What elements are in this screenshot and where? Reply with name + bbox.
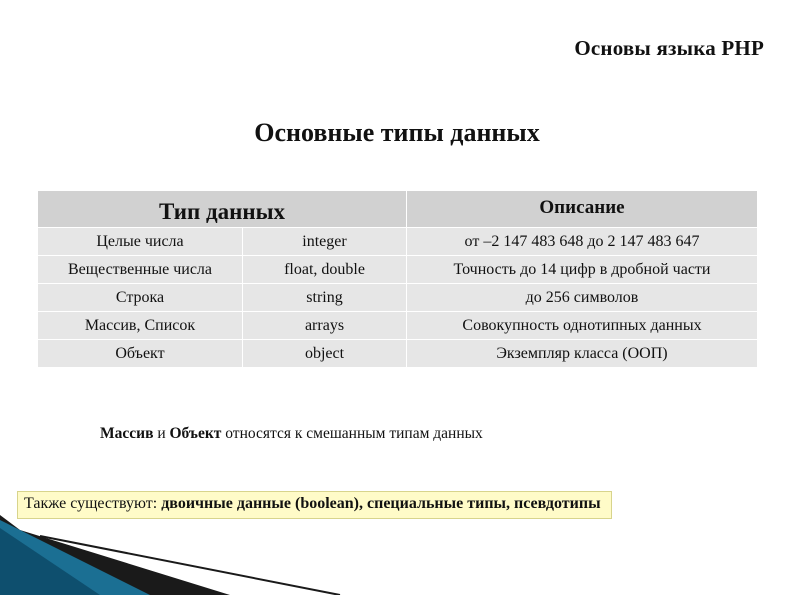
cell-type-name: Массив, Список (38, 312, 243, 340)
cell-description: от –2 147 483 648 до 2 147 483 647 (407, 228, 758, 256)
cell-type-name: Вещественные числа (38, 256, 243, 284)
cell-php-type: arrays (243, 312, 407, 340)
cell-description: Точность до 14 цифр в дробной части (407, 256, 758, 284)
also-body: двоичные данные (boolean), специальные типы, псевдотипы (161, 495, 601, 512)
cell-type-name: Целые числа (38, 228, 243, 256)
cell-php-type: integer (243, 228, 407, 256)
also-lead: Также существуют: (24, 495, 158, 512)
cell-php-type: float, double (243, 256, 407, 284)
note-term-array: Массив (100, 425, 154, 442)
slide-header-title: Основы языка PHP (574, 36, 764, 60)
cell-description: до 256 символов (407, 284, 758, 312)
cell-description: Экземпляр класса (ООП) (407, 340, 758, 368)
cell-type-name: Объект (38, 340, 243, 368)
note-and: и (157, 425, 166, 442)
cell-php-type: object (243, 340, 407, 368)
cell-type-name: Строка (38, 284, 243, 312)
cell-description: Совокупность однотипных данных (407, 312, 758, 340)
note-rest: относятся к смешанным типам данных (225, 425, 483, 442)
note-term-object: Объект (169, 425, 222, 442)
header-type: Тип данных (38, 191, 407, 228)
header-description: Описание (407, 191, 758, 228)
slide-title: Основные типы данных (254, 118, 540, 147)
cell-php-type: string (243, 284, 407, 312)
